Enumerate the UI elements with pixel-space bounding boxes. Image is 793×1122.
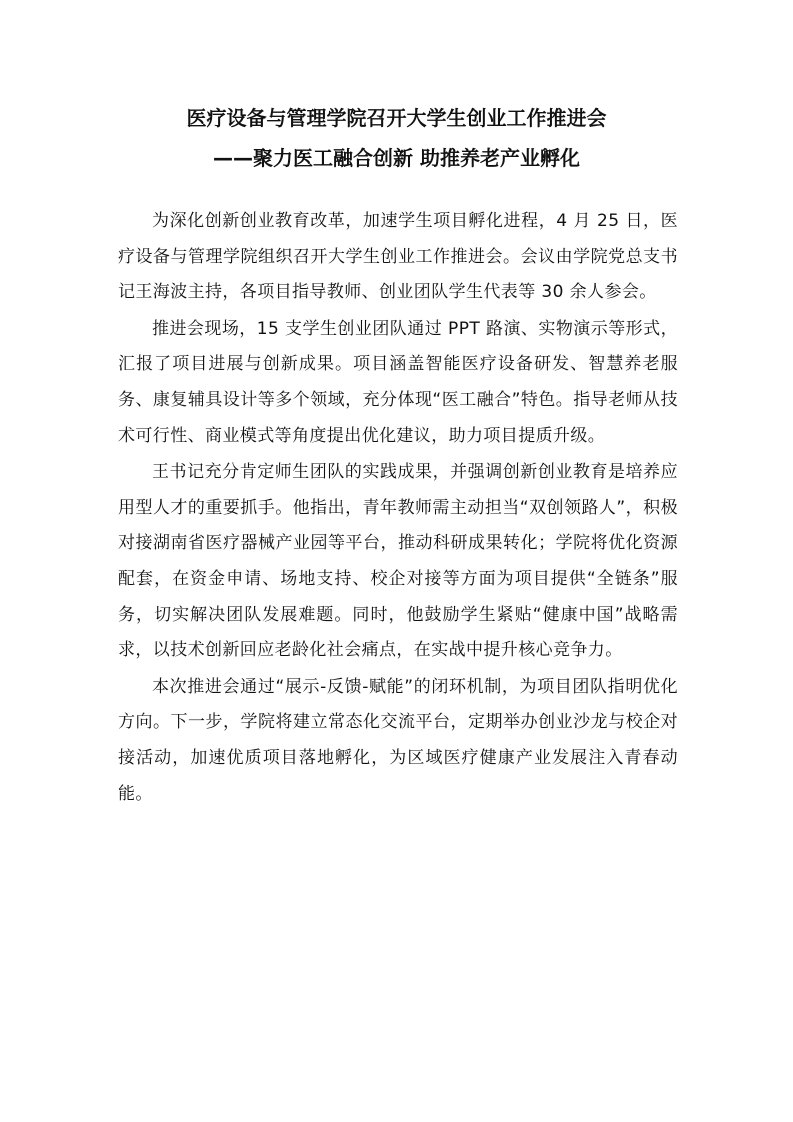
paragraph-4: 本次推进会通过“展示-反馈-赋能”的闭环机制，为项目团队指明优化方向。下一步，学院将建立常态化交流平台，定期举办创业沙龙与校企对接活动，加速优质项目落地孵化，为区域医疗健康产业发展注入青春动能。	[118, 676, 678, 804]
document-subtitle: ——聚力医工融合创新 助推养老产业孵化	[213, 146, 580, 170]
paragraph-3: 王书记充分肯定师生团队的实践成果，并强调创新创业教育是培养应用型人才的重要抓手。他指出，青年教师需主动担当“双创领路人”，积极对接湖南省医疗器械产业园等平台，推动科研成果转化；学院将优化资源配套，在资金申请、场地支持、校企对接等方面为项目提供“全链条”服务，切实解决团队发展难题。同时，他鼓励学生紧贴“健康中国”战略需求，以技术创新回应老龄化社会痛点，在实战中提升核心竞争力。	[118, 462, 678, 661]
paragraph-1: 为深化创新创业教育改革，加速学生项目孵化进程，4 月 25 日，医疗设备与管理学院组织召开大学生创业工作推进会。会议由学院党总支书记王海波主持，各项目指导教师、创业团队学生代表等 30 余人参会。	[118, 211, 678, 303]
title-block	[0, 100, 793, 176]
paragraph-2: 推进会现场，15 支学生创业团队通过 PPT 路演、实物演示等形式，汇报了项目进展与创新成果。项目涵盖智能医疗设备研发、智慧养老服务、康复辅具设计等多个领域，充分体现“医工融合”特色。指导老师从技术可行性、商业模式等角度提出优化建议，助力项目提质升级。	[118, 318, 678, 446]
document-body	[118, 204, 678, 813]
document-title: 医疗设备与管理学院召开大学生创业工作推进会	[186, 106, 607, 130]
